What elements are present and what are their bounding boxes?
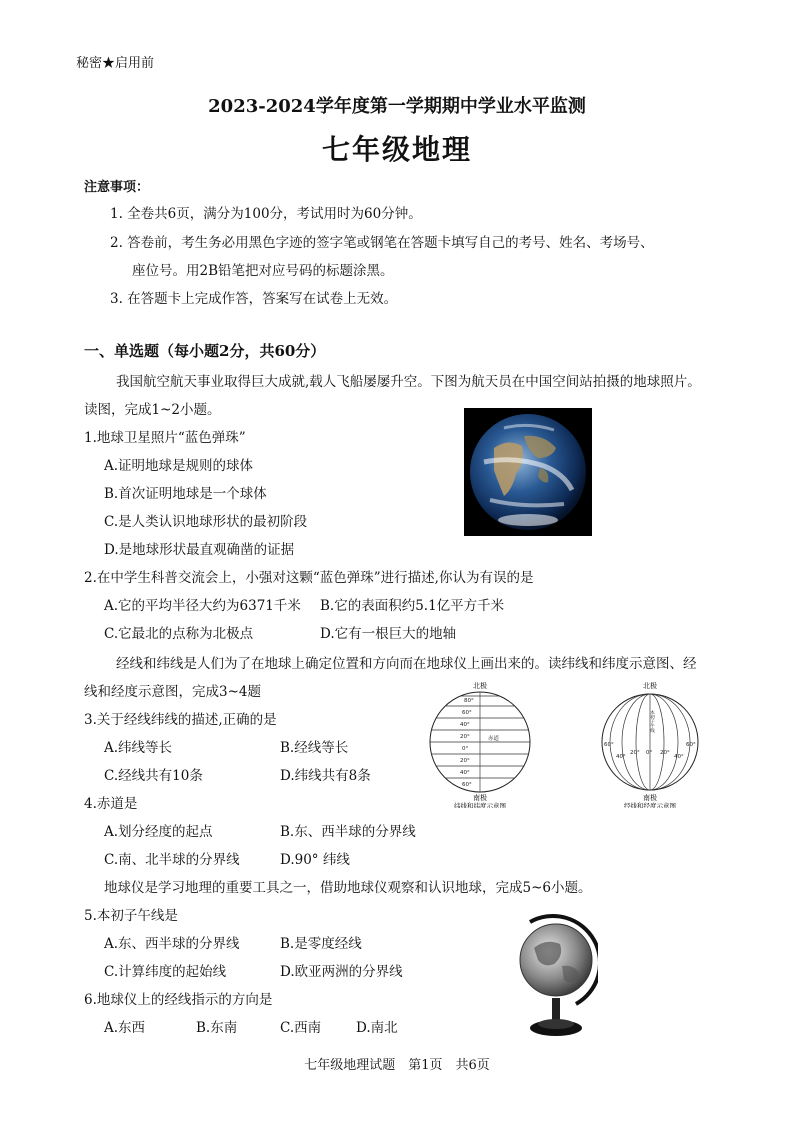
- q2-stem: 2.在中学生科普交流会上，小强对这颗“蓝色弹珠”进行描述,你认为有误的是: [84, 570, 534, 586]
- lat-label: 60°: [462, 710, 472, 716]
- lat-north-label: 北极: [473, 682, 487, 690]
- q5-option-c: C.计算纬度的起始线: [104, 964, 227, 980]
- q1-option-b: B.首次证明地球是一个球体: [104, 486, 267, 502]
- lon-label: 40°: [616, 754, 626, 760]
- intro-paragraph-3: 地球仪是学习地理的重要工具之一，借助地球仪观察和认识地球，完成5~6小题。: [104, 880, 592, 896]
- q6-option-a: A.东西: [104, 1020, 146, 1036]
- lat-label: 80°: [464, 698, 474, 704]
- q3-stem: 3.关于经线纬线的描述,正确的是: [84, 712, 277, 728]
- q3-option-c: C.经线共有10条: [104, 768, 203, 784]
- lat-label: 60°: [462, 782, 472, 788]
- equator-label: 赤道: [488, 736, 500, 742]
- lat-label: 40°: [460, 722, 470, 728]
- q6-stem: 6.地球仪上的经线指示的方向是: [84, 992, 273, 1008]
- lon-label: 0°: [646, 750, 653, 756]
- lon-label: 60°: [604, 742, 614, 748]
- q2-option-d: D.它有一根巨大的地轴: [320, 626, 457, 642]
- q6-option-c: C.西南: [280, 1020, 322, 1036]
- subject-title: 七年级地理: [321, 133, 472, 166]
- page-footer: 七年级地理试题 第1页 共6页: [304, 1058, 490, 1073]
- q5-option-d: D.欧亚两洲的分界线: [280, 964, 403, 980]
- q4-option-d: D.90° 纬线: [280, 852, 350, 868]
- lat-label: 20°: [460, 734, 470, 740]
- lat-label: 0°: [462, 746, 469, 752]
- q1-option-c: C.是人类认识地球形状的最初阶段: [104, 514, 308, 530]
- q1-option-d: D.是地球形状最直观确凿的证据: [104, 542, 295, 558]
- q1-option-a: A.证明地球是规则的球体: [104, 458, 254, 474]
- latitude-diagram: [416, 680, 544, 808]
- lon-caption: 经线和经度示意图: [624, 802, 676, 808]
- exam-title: 2023-2024学年度第一学期期中学业水平监测: [208, 96, 586, 117]
- lon-label: 60°: [686, 742, 696, 748]
- lon-label: 20°: [630, 750, 640, 756]
- earth-photo: [464, 408, 592, 536]
- q3-option-a: A.纬线等长: [104, 740, 173, 756]
- q3-option-b: B.经线等长: [280, 740, 349, 756]
- q4-option-a: A.划分经度的起点: [104, 824, 213, 840]
- notice-item-3: 3. 在答题卡上完成作答，答案写在试卷上无效。: [110, 291, 398, 307]
- intro-paragraph-2-cont: 线和经度示意图，完成3~4题: [84, 684, 261, 700]
- intro-paragraph-1-cont: 读图，完成1~2小题。: [84, 402, 221, 418]
- q4-stem: 4.赤道是: [84, 796, 138, 812]
- q1-stem: 1.地球卫星照片“蓝色弹珠”: [84, 430, 246, 446]
- q2-option-b: B.它的表面积约5.1亿平方千米: [320, 598, 505, 614]
- lon-label: 20°: [660, 750, 670, 756]
- globe-image: [516, 908, 598, 1042]
- lat-label: 40°: [460, 770, 470, 776]
- notice-item-1: 1. 全卷共6页，满分为100分，考试用时为60分钟。: [110, 206, 422, 222]
- confidential-label: 秘密★启用前: [76, 56, 155, 71]
- lon-north-label: 北极: [643, 682, 657, 690]
- longitude-diagram: [590, 680, 710, 808]
- notice-item-2-cont: 座位号。用2B铅笔把对应号码的标题涂黑。: [132, 263, 394, 279]
- q6-option-d: D.南北: [356, 1020, 398, 1036]
- q5-option-b: B.是零度经线: [280, 936, 362, 952]
- lon-label: 40°: [674, 754, 684, 760]
- notice-heading: 注意事项：: [84, 180, 150, 195]
- q2-option-a: A.它的平均半径大约为6371千米: [104, 598, 301, 614]
- lat-label: 20°: [460, 758, 470, 764]
- prime-meridian-label: 本初子午线: [649, 710, 655, 733]
- q5-stem: 5.本初子午线是: [84, 908, 178, 924]
- q4-option-b: B.东、西半球的分界线: [280, 824, 416, 840]
- notice-item-2: 2. 答卷前，考生务必用黑色字迹的签字笔或钢笔在答题卡填写自己的考号、姓名、考场号、: [110, 235, 654, 251]
- lat-south-label: 南极: [473, 794, 487, 802]
- q4-option-c: C.南、北半球的分界线: [104, 852, 240, 868]
- section-heading: 一、单选题（每小题2分，共60分）: [84, 342, 326, 360]
- intro-paragraph-2: 经线和纬线是人们为了在地球上确定位置和方向而在地球仪上画出来的。读纬线和纬度示意图、经: [116, 656, 697, 672]
- q3-option-d: D.纬线共有8条: [280, 768, 371, 784]
- lon-south-label: 南极: [643, 794, 657, 802]
- q6-option-b: B.东南: [196, 1020, 238, 1036]
- q5-option-a: A.东、西半球的分界线: [104, 936, 240, 952]
- q2-option-c: C.它最北的点称为北极点: [104, 626, 254, 642]
- intro-paragraph-1: 我国航空航天事业取得巨大成就,载人飞船屡屡升空。下图为航天员在中国空间站拍摄的地球照片。: [116, 374, 701, 390]
- lat-caption: 纬线和纬度示意图: [454, 802, 506, 808]
